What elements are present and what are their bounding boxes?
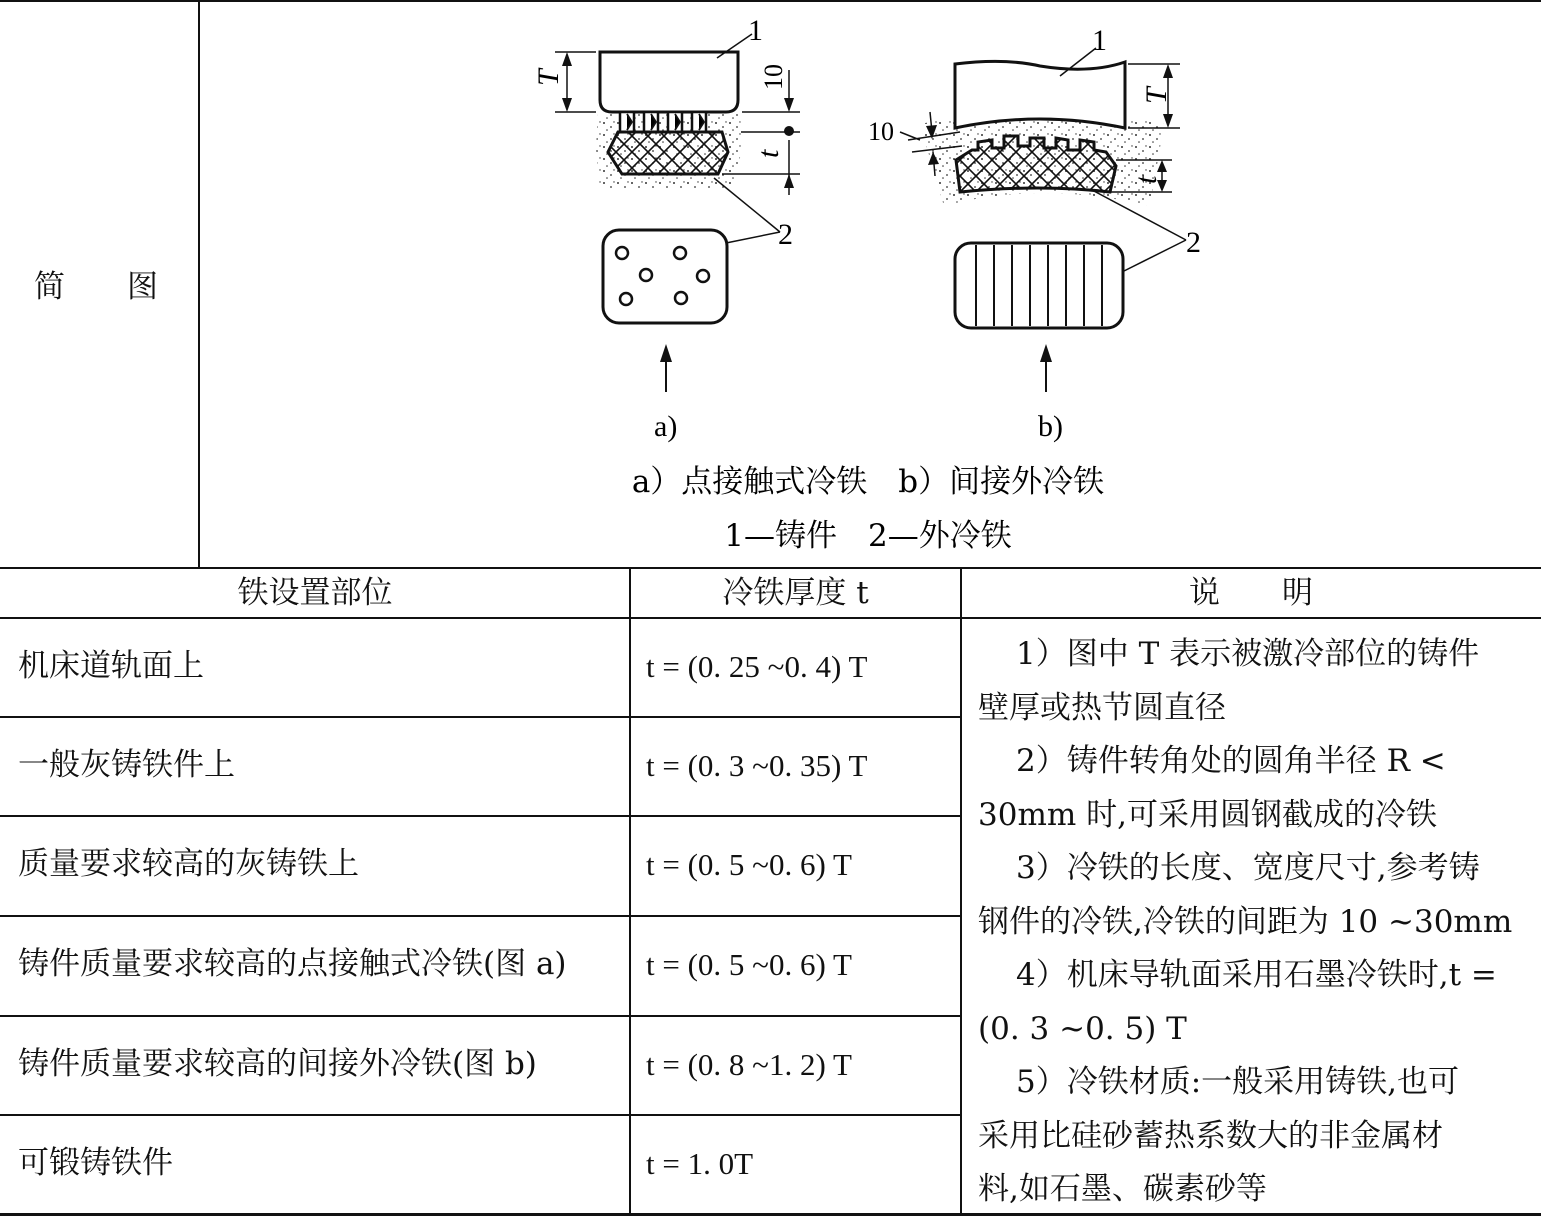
chill-plan-b [955,243,1123,328]
column-divider-2 [960,567,962,1215]
note-line: 壁厚或热节圆直径 [978,689,1226,726]
header-bottom-border [0,617,1541,619]
note-line: 2）铸件转角处的圆角半径 R < [1016,743,1446,779]
row-divider [0,1015,961,1017]
header-thickness: 冷铁厚度 t [722,575,869,611]
note-line: 采用比硅砂蓄热系数大的非金属材 [978,1117,1443,1154]
dim-t-b: t [1130,175,1163,184]
row-divider [0,716,961,718]
row-location: 铸件质量要求较高的点接触式冷铁(图 a) [18,946,567,982]
row-location: 可锻铸铁件 [18,1145,173,1181]
column-divider-1 [629,567,631,1215]
chill-b [956,136,1116,192]
diagram-caption-1: a）点接触式冷铁 b）间接外冷铁 [631,464,1105,500]
figure-b [868,24,1201,443]
callout-1-a: 1 [748,14,763,47]
dim-10-a: 10 [759,64,788,90]
casting-a [600,52,738,112]
note-line: (0. 3 ~0. 5) T [978,1010,1187,1047]
row-location: 质量要求较高的灰铸铁上 [18,846,359,882]
figure-a [532,14,800,443]
dim-T-a: T [532,69,565,86]
note-line: 料,如石墨、碳素砂等 [978,1171,1267,1207]
row-formula: t = (0. 3 ~0. 35) T [646,748,868,783]
note-line: 4）机床导轨面采用石墨冷铁时,t = [1016,957,1497,993]
row-location: 机床道轨面上 [18,648,204,684]
diagram-row-label: 简 图 [34,269,158,305]
row-location: 铸件质量要求较高的间接外冷铁(图 b) [18,1046,537,1082]
header-notes: 说 明 [1189,575,1313,611]
row-formula: t = (0. 5 ~0. 6) T [646,947,852,982]
row-divider [0,1114,961,1116]
row-divider [0,815,961,817]
dim-T-b: T [1140,87,1173,104]
chill-diagram [0,0,1541,568]
dim-t-a: t [752,149,785,158]
row-formula: t = (0. 8 ~1. 2) T [646,1047,852,1082]
row-formula: t = 1. 0T [646,1146,754,1181]
label-a: a) [654,410,678,443]
chill-a [608,132,728,174]
callout-2-a: 2 [778,218,793,251]
label-b: b) [1038,410,1063,443]
callout-1-b: 1 [1092,24,1107,57]
row-divider [0,915,961,917]
diagram-caption-2: 1—铸件 2—外冷铁 [724,518,1012,554]
note-line: 钢件的冷铁,冷铁的间距为 10 ~30mm [978,903,1513,940]
note-line: 30mm 时,可采用圆钢截成的冷铁 [978,796,1437,833]
dim-10-b: 10 [868,117,894,146]
notes-cell [978,628,1523,1217]
row-location: 一般灰铸铁件上 [18,747,235,783]
row-formula: t = (0. 5 ~0. 6) T [646,847,852,882]
header-location: 铁设置部位 [237,575,393,611]
row-formula: t = (0. 25 ~0. 4) T [646,649,868,684]
note-line: 3）冷铁的长度、宽度尺寸,参考铸 [1016,850,1480,886]
note-line: 1）图中 T 表示被激冷部位的铸件 [1016,636,1480,672]
callout-2-b: 2 [1186,226,1201,259]
note-line: 5）冷铁材质:一般采用铸铁,也可 [1016,1064,1460,1100]
casting-b [955,61,1125,128]
